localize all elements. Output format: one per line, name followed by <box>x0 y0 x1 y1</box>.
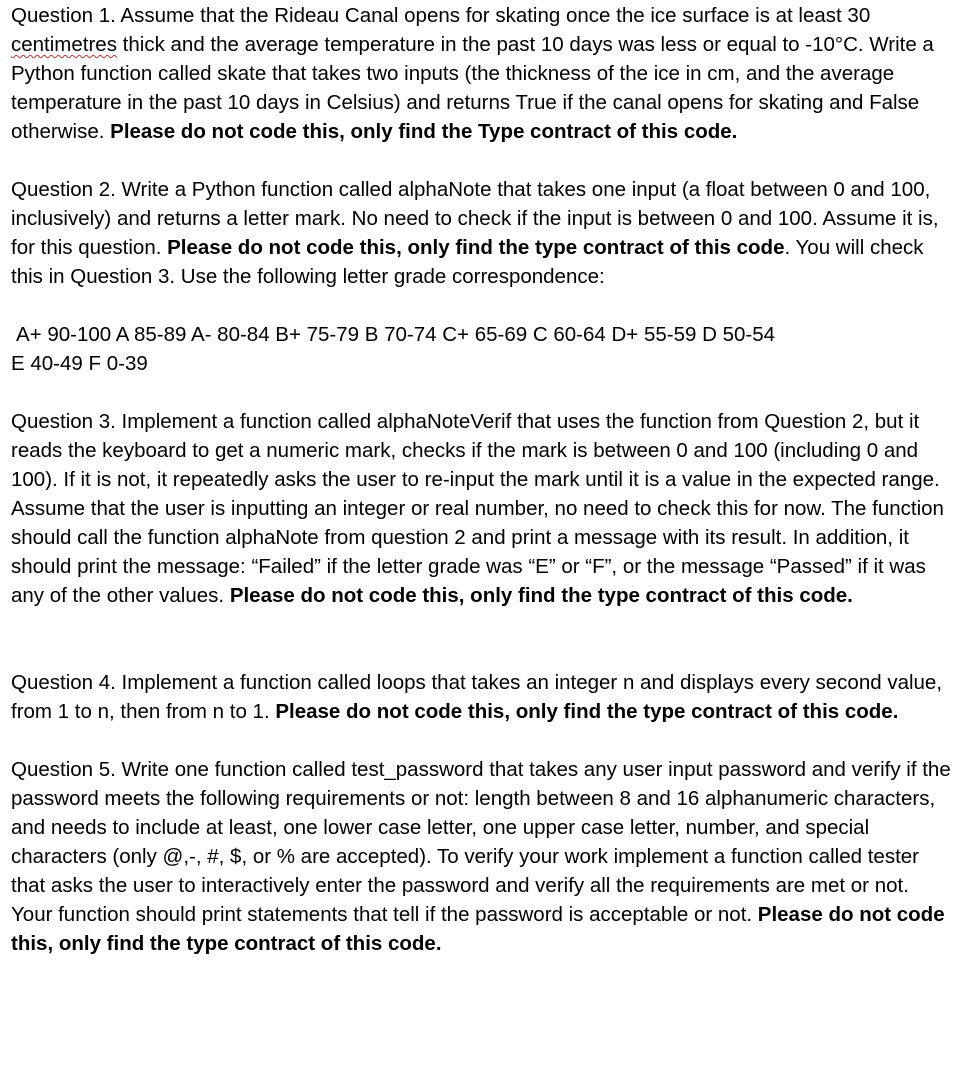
question-4 <box>11 668 951 726</box>
question-2 <box>11 175 951 291</box>
question-5 <box>11 755 951 958</box>
spacer <box>11 378 956 407</box>
spellcheck-word: centimetres <box>11 33 117 56</box>
grade-line-2: E 40-49 F 0-39 <box>11 352 148 375</box>
question-3-text: Question 3. Implement a function called alphaNoteVerif that uses the function from Question 2, but it reads the keyboard to get a numeric mark, checks if the mark is between 0 and 100 (including 0 and 100). If it is not, it repeatedly asks the user to re-input the mark until it is a value in the expected range. Assume that the user is inputting an integer or real number, no need to check this for now. The function should call the function alphaNote from question 2 and print a message with its result. In addition, it should print the message: “Failed” if the letter grade was “E” or “F”, or the message “Passed” if it was any of the other values. <box>11 410 944 607</box>
question-1-instruction: Please do not code this, only find the Type contract of this code. <box>110 120 738 143</box>
question-3-instruction: Please do not code this, only find the type contract of this code. <box>229 584 853 607</box>
question-4-text: Question 4. Implement a function called loops that takes an integer n and displays every second value, from 1 to n, then from n to 1. <box>11 671 943 723</box>
question-1-text-cont: thick and the average temperature in the past 10 days was less or equal to -10°C. Write a Python function called skate that takes two inputs (the thickness of the ice in cm, and the average temperature in the past 10 days in Celsius) and returns True if the canal opens for skating and False otherwise. <box>11 33 934 143</box>
question-5-text: Question 5. Write one function called test_password that takes any user input password and verify if the password meets the following requirements or not: length between 8 and 16 alphanumeric characters, and needs to include at least, one lower case letter, one upper case letter, number, and special characters (only @,-, #, $, or % are accepted). To verify your work implement a function called tester that asks the user to interactively enter the password and verify all the requirements are met or not. Your function should print statements that tell if the password is acceptable or not. <box>11 758 951 926</box>
spacer <box>11 610 956 668</box>
grade-line-1: A+ 90-100 A 85-89 A- 80-84 B+ 75-79 B 70-74 C+ 65-69 C 60-64 D+ 55-59 D 50-54 <box>16 323 776 346</box>
question-1-text: Question 1. Assume that the Rideau Canal opens for skating once the ice surface is at least 30 <box>11 4 871 27</box>
spacer <box>11 291 956 320</box>
question-2-text: Question 2. Write a Python function called alphaNote that takes one input (a float between 0 and 100, inclusively) and returns a letter mark. No need to check if the input is between 0 and 100. Assume it is, for this question. <box>11 178 939 259</box>
question-4-instruction: Please do not code this, only find the type contract of this code. <box>275 700 899 723</box>
grade-table <box>11 320 956 378</box>
question-2-instruction: Please do not code this, only find the type contract of this code <box>167 236 785 259</box>
question-1 <box>11 1 951 146</box>
question-2-text-cont: . You will check this in Question 3. Use the following letter grade correspondence: <box>11 236 924 288</box>
spacer <box>11 146 956 175</box>
question-3 <box>11 407 951 610</box>
spacer <box>11 726 956 755</box>
question-5-instruction: Please do not code this, only find the type contract of this code. <box>11 903 945 955</box>
